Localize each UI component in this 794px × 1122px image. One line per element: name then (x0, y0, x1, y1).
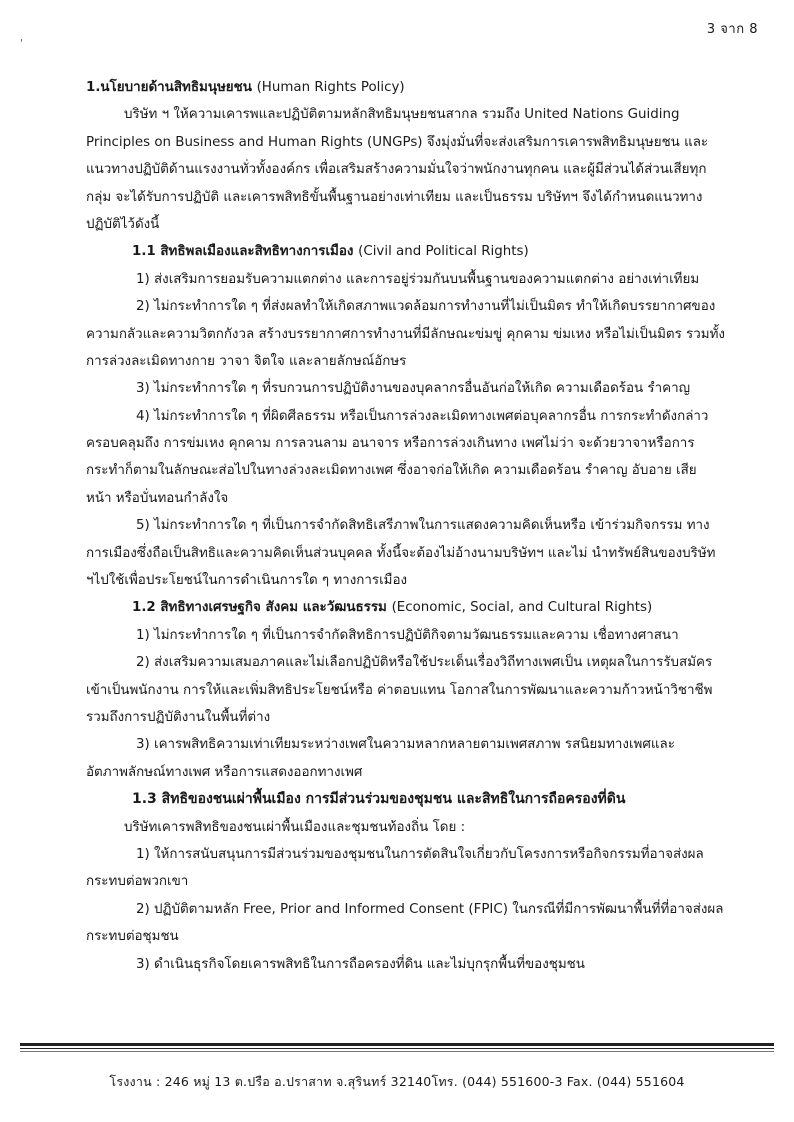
subsection-title-thai: 1.1 สิทธิพลเมืองและสิทธิทางการเมือง (132, 244, 354, 260)
heading-thai: 1.นโยบายด้านสิทธิมนุษยชน (86, 80, 252, 95)
list-item: 3) ดำเนินธุรกิจโดยเคารพสิทธิในการถือครองที่ดิน และไม่บุกรุกพื้นที่ของชุมชน (136, 956, 585, 972)
list-item-continuation: ฯไปใช้เพื่อประโยชน์ในการดำเนินการใด ๆ ทางการเมือง (86, 573, 408, 589)
list-item: 4) ไม่กระทำการใด ๆ ที่ผิดศีลธรรม หรือเป็นการล่วงละเมิดทางเพศต่อบุคลากรอื่น การกระทำดังกล่าว (136, 408, 709, 424)
list-item: 1) ให้การสนับสนุนการมีส่วนร่วมของชุมชนในการตัดสินใจเกี่ยวกับโครงการหรือกิจกรรมที่อาจส่งผล (136, 846, 704, 862)
paragraph-line: ปฏิบัติไว้ดังนี้ (86, 216, 160, 232)
paragraph-line: บริษัท ฯ ให้ความเคารพและปฏิบัติตามหลักสิทธิมนุษยชนสากล รวมถึง United Nations Guiding (124, 107, 680, 123)
list-item: 3) เคารพสิทธิความเท่าเทียมระหว่างเพศในความหลากหลายตามเพศสภาพ รสนิยมทางเพศและ (136, 737, 675, 753)
document-body (86, 74, 754, 978)
page-number: 3 จาก 8 (706, 22, 758, 37)
list-item-continuation: อัตภาพลักษณ์ทางเพศ หรือการแสดงออกทางเพศ (86, 764, 363, 780)
list-item-continuation: หน้า หรือบั่นทอนกำลังใจ (86, 490, 229, 506)
subsection-title-english: (Economic, Social, and Cultural Rights) (391, 600, 653, 616)
paragraph-line: บริษัทเคารพสิทธิของชนเผ่าพื้นเมืองและชุมชนท้องถิ่น โดย : (124, 819, 466, 835)
list-item-continuation: รวมถึงการปฏิบัติงานในพื้นที่ต่าง (86, 709, 271, 725)
list-item: 2) ปฏิบัติตามหลัก Free, Prior and Informed Consent (FPIC) ในกรณีที่มีการพัฒนาพื้นที่ที่อาจส่งผล (136, 901, 724, 917)
subsection-heading (86, 238, 754, 265)
list-item: 2) ไม่กระทำการใด ๆ ที่ส่งผลทำให้เกิดสภาพแวดล้อมการทำงานที่ไม่เป็นมิตร ทำให้เกิดบรรยากาศของ (136, 299, 716, 315)
list-item: 2) ส่งเสริมความเสมอภาคและไม่เลือกปฏิบัติหรือใช้ประเด็นเรื่องวิถีทางเพศเป็น เหตุผลในการรับสมัคร (136, 655, 713, 671)
footer-divider-thin (20, 1048, 774, 1049)
list-item: 1) ส่งเสริมการยอมรับความแตกต่าง และการอยู่ร่วมกันบนพื้นฐานของความแตกต่าง อย่างเท่าเทียม (136, 271, 700, 287)
subsection-title-english: (Civil and Political Rights) (358, 244, 529, 260)
list-item-continuation: ความกลัวและความวิตกกังวล สร้างบรรยากาศการทำงานที่มีลักษณะข่มขู่ คุกคาม ข่มเหง หรือไม่เป็นมิตร รวมทั้ง (86, 326, 725, 342)
list-item-continuation: ครอบคลุมถึง การข่มเหง คุกคาม การลวนลาม อนาจาร หรือการล่วงเกินทาง เพศไม่ว่า จะด้วยวาจาหรือการ (86, 436, 695, 452)
list-item-continuation: กระทำก็ตามในลักษณะส่อไปในทางล่วงละเมิดทางเพศ ซึ่งอาจก่อให้เกิด ความเดือดร้อน รำคาญ อับอาย เสีย (86, 463, 697, 479)
list-item: 5) ไม่กระทำการใด ๆ ที่เป็นการจำกัดสิทธิเสรีภาพในการแสดงความคิดเห็นหรือ เข้าร่วมกิจกรรม ทาง (136, 518, 710, 534)
paragraph-line: แนวทางปฏิบัติด้านแรงงานทั่วทั้งองค์กร เพื่อเสริมสร้างความมั่นใจว่าพนักงานทุกคน และผู้มีส่วนได้ส่วนเสียทุก (86, 162, 707, 178)
list-item: 1) ไม่กระทำการใด ๆ ที่เป็นการจำกัดสิทธิการปฏิบัติกิจตามวัฒนธรรมและความ เชื่อทางศาสนา (136, 627, 679, 643)
heading-english: (Human Rights Policy) (256, 80, 405, 95)
list-item-continuation: กระทบต่อชุมชน (86, 929, 179, 945)
footer-divider-thin-secondary (20, 1051, 774, 1052)
subsection-heading: 1.3 สิทธิของชนเผ่าพื้นเมือง การมีส่วนร่วมของชุมชน และสิทธิในการถือครองที่ดิน (132, 791, 626, 808)
section-heading (86, 74, 754, 101)
scan-mark: ' (20, 38, 23, 49)
subsection-heading (86, 594, 754, 621)
list-item-continuation: การเมืองซึ่งถือเป็นสิทธิและความคิดเห็นส่วนบุคคล ทั้งนี้จะต้องไม่อ้างนามบริษัทฯ และไม่ นำทรัพย์สินของบริษัท (86, 545, 716, 561)
list-item: 3) ไม่กระทำการใด ๆ ที่รบกวนการปฏิบัติงานของบุคลากรอื่นอันก่อให้เกิด ความเดือดร้อน รำคาญ (136, 381, 691, 397)
paragraph-line: กลุ่ม จะได้รับการปฏิบัติ และเคารพสิทธิขั้นพื้นฐานอย่างเท่าเทียม และเป็นธรรม บริษัทฯ จึงได้กำหนดแนวทาง (86, 189, 703, 205)
list-item-continuation: เข้าเป็นพนักงาน การให้และเพิ่มสิทธิประโยชน์หรือ ค่าตอบแทน โอกาสในการพัฒนาและความก้าวหน้าวิชาชีพ (86, 682, 713, 698)
footer-address: โรงงาน : 246 หมู่ 13 ต.ปรือ อ.ปราสาท จ.สุรินทร์ 32140โทร. (044) 551600-3 Fax. (044) 551604 (109, 1074, 685, 1089)
footer-divider-thick (20, 1043, 774, 1046)
paragraph-line: Principles on Business and Human Rights (UNGPs) จึงมุ่งมั่นที่จะส่งเสริมการเคารพสิทธิมนุษยชน และ (86, 134, 709, 150)
subsection-title-thai: 1.2 สิทธิทางเศรษฐกิจ สังคม และวัฒนธรรม (132, 600, 387, 616)
list-item-continuation: การล่วงละเมิดทางกาย วาจา จิตใจ และลายลักษณ์อักษร (86, 353, 407, 369)
list-item-continuation: กระทบต่อพวกเขา (86, 874, 189, 890)
